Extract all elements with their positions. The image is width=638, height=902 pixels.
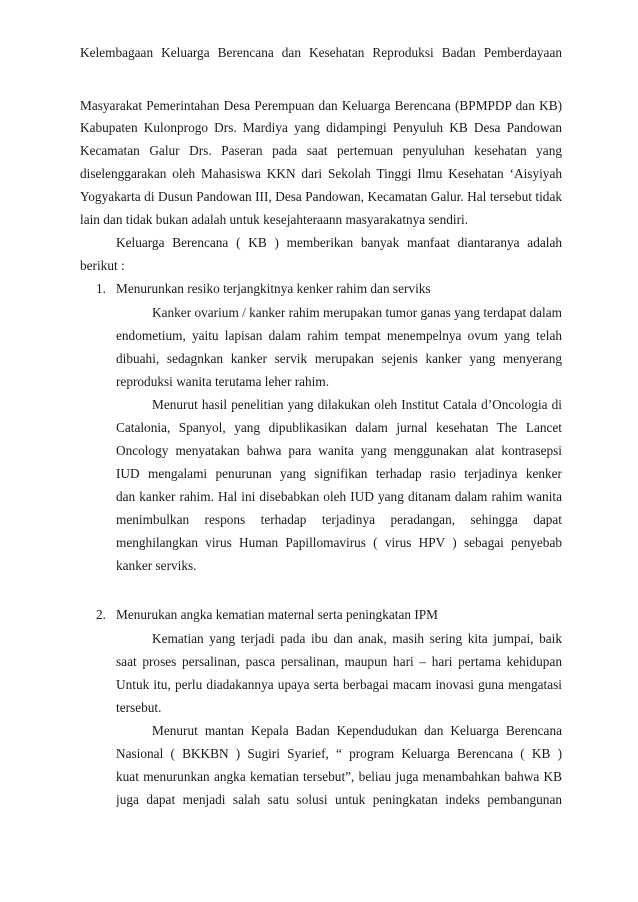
intro-line: diselenggarakan oleh Mahasiswa KKN dari Sekolah Tinggi Ilmu Kesehatan ‘Aisyiyah [80, 166, 562, 181]
list-heading: Menurunkan resiko terjangkitnya kenker rahim dan serviks [116, 281, 431, 296]
body-line: kuat menurunkan angka kematian tersebut”, beliau juga menambahkan bahwa KB [116, 769, 562, 784]
body-line: juga dapat menjadi salah satu solusi untuk peningkatan indeks pembangunan [116, 792, 562, 807]
intro-line: Yogyakarta di Dusun Pandowan III, Desa Pandowan, Kecamatan Galur. Hal tersebut tidak [80, 189, 562, 204]
body-line: menimbulkan respons terhadap terjadinya peradangan, sehingga dapat [116, 512, 562, 527]
body-line: IUD mengalami penurunan yang signifikan terhadap rasio terjadinya kenker [116, 466, 562, 481]
body-line: menghilangkan virus Human Papillomavirus ( virus HPV ) sebagai penyebab [116, 535, 562, 550]
body-line: dan kanker rahim. Hal ini disebabkan oleh IUD yang ditanam dalam rahim wanita [116, 489, 562, 504]
list-heading: Menurukan angka kematian maternal serta peningkatan IPM [116, 607, 438, 622]
body-line: Untuk itu, perlu diadakannya upaya serta berbagai macam inovasi guna mengatasi [116, 677, 562, 692]
body-line: Oncology menyatakan bahwa para wanita yang menggunakan alat kontrasepsi [116, 443, 562, 458]
body-line: Menurut mantan Kepala Badan Kependudukan dan Keluarga Berencana [152, 723, 562, 738]
intro-line: Kelembagaan Keluarga Berencana dan Kesehatan Reproduksi Badan Pemberdayaan [80, 45, 562, 60]
body-line: Kematian yang terjadi pada ibu dan anak, masih sering kita jumpai, baik [152, 631, 562, 646]
body-line: Menurut hasil penelitian yang dilakukan oleh Institut Catala d’Oncologia di [152, 397, 562, 412]
para-line: berikut : [80, 258, 125, 273]
intro-line: Masyarakat Pemerintahan Desa Perempuan dan Keluarga Berencana (BPMPDP dan KB) [80, 98, 562, 113]
body-line: reproduksi wanita terutama leher rahim. [116, 374, 330, 389]
body-line: dibuahi, sedagnkan kanker servik merupakan sejenis kanker yang menyerang [116, 351, 562, 366]
intro-line: Kecamatan Galur Drs. Paseran pada saat pertemuan penyuluhan kesehatan yang [80, 143, 562, 158]
body-line: saat proses persalinan, pasca persalinan, maupun hari – hari pertama kehidupan [116, 654, 562, 669]
list-number: 1. [96, 281, 106, 296]
body-line: Catalonia, Spanyol, yang dipublikasikan dalam jurnal kesehatan The Lancet [116, 420, 562, 435]
body-line: Nasional ( BKKBN ) Sugiri Syarief, “ program Keluarga Berencana ( KB ) [116, 746, 562, 761]
body-line: endometium, yaitu lapisan dalam rahim tempat menempelnya ovum yang telah [116, 328, 562, 343]
intro-line: lain dan tidak bukan adalah untuk kesejahteraann masyarakatnya sendiri. [80, 212, 469, 227]
intro-line: Kabupaten Kulonprogo Drs. Mardiya yang didampingi Penyuluh KB Desa Pandowan [80, 120, 562, 135]
body-line: tersebut. [116, 700, 162, 715]
para-line: Keluarga Berencana ( KB ) memberikan banyak manfaat diantaranya adalah [116, 235, 562, 250]
list-number: 2. [96, 607, 106, 622]
body-line: kanker serviks. [116, 558, 197, 573]
body-line: Kanker ovarium / kanker rahim merupakan tumor ganas yang terdapat dalam [152, 305, 562, 320]
